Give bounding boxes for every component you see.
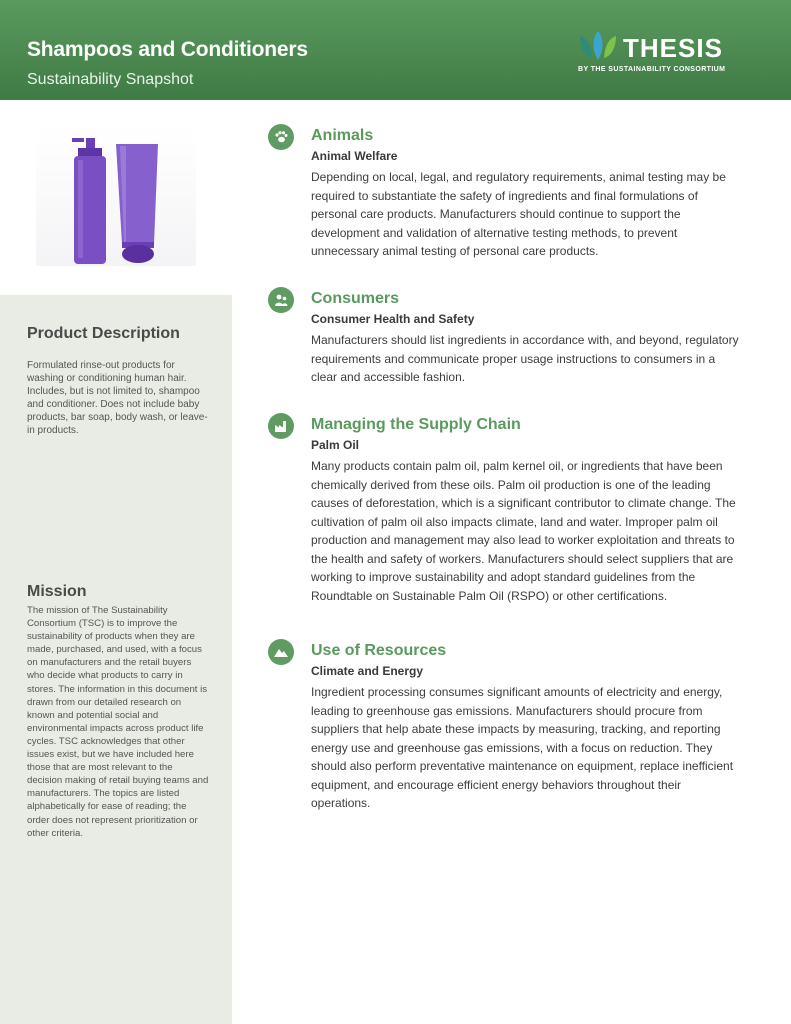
- section-body: Many products contain palm oil, palm kernel oil, or ingredients that have been chemically derived from these oils. Palm oil production is one of the leading causes of deforestation, which is a significant contributor to climate change. The cultivation of palm oil also impacts climate, land and water. Improper palm oil production and management may also lead to worker exploitation and threats to the health and safety of workers. Manufacturers should select suppliers that are working to improve sustainability and adopt standard guidelines from the Roundtable on Sustainable Palm Oil (RSPO) or other certifications.: [311, 459, 736, 603]
- section-body: Manufacturers should list ingredients in accordance with, and beyond, regulatory requirements and communicate proper usage instructions to consumers in a clear and accessible fashion.: [311, 333, 739, 384]
- logo-brand-text: THESIS: [623, 33, 723, 63]
- section-title: Animals: [311, 127, 374, 144]
- page-subtitle: Sustainability Snapshot: [27, 71, 194, 88]
- page-title: Shampoos and Conditioners: [27, 38, 308, 61]
- product-image: [36, 126, 196, 266]
- section-title: Consumers: [311, 290, 400, 307]
- leaf-logo-icon: [576, 30, 620, 62]
- product-description-text: Formulated rinse-out products for washing or conditioning human hair. Includes, but is not limited to, shampoo and conditioner. Does not include baby products, bar soap, body wash, or leave-in products.: [27, 360, 208, 436]
- factory-icon: [268, 413, 294, 439]
- mountain-icon: [268, 639, 294, 665]
- section-body: Ingredient processing consumes significant amounts of electricity and energy, leading to greenhouse gas emissions. Manufacturers should procure from suppliers that help abate these impacts by measuring, tracking, and reporting energy use and greenhouse gas emissions, with a focus on reduction. They should also perform preventative maintenance on equipment, replace inefficient equipment, and encourage efficient energy behaviors throughout their operations.: [311, 685, 734, 810]
- section-subtitle: Palm Oil: [311, 438, 360, 452]
- section-body: Depending on local, legal, and regulatory requirements, animal testing may be required to substantiate the safety of ingredients and final formulations of personal care products. Manufacturers should continue to support the development and validation of alternative testing methods, to prevent unnecessary animal testing of personal care products.: [311, 170, 726, 258]
- section-subtitle: Animal Welfare: [311, 149, 398, 163]
- paw-icon: [268, 124, 294, 150]
- people-icon: [268, 287, 294, 313]
- sidebar: [0, 295, 232, 1024]
- logo-tagline: BY THE SUSTAINABILITY CONSORTIUM: [578, 66, 726, 73]
- mission-text: The mission of The Sustainability Consortium (TSC) is to improve the sustainability of products when they are made, purchased, and used, with a focus on manufacturers and the retail buyers who decide what products to carry in stores. The information in this document is drawn from our detailed research on known and potential social and environmental impacts across product life cycles. TSC acknowledges that other issues exist, but we have included here those that are most relevant to the decision making of retail buying teams and manufacturers. The topics are listed alphabetically for ease of reading; the order does not represent prioritization or other criteria.: [27, 605, 209, 839]
- section-subtitle: Consumer Health and Safety: [311, 312, 475, 326]
- section-subtitle: Climate and Energy: [311, 664, 424, 678]
- page-header: [0, 0, 791, 100]
- mission-heading: Mission: [27, 583, 87, 600]
- product-description-heading: Product Description: [27, 325, 180, 342]
- section-title: Use of Resources: [311, 642, 447, 659]
- thesis-logo: [576, 30, 746, 78]
- section-title: Managing the Supply Chain: [311, 416, 521, 433]
